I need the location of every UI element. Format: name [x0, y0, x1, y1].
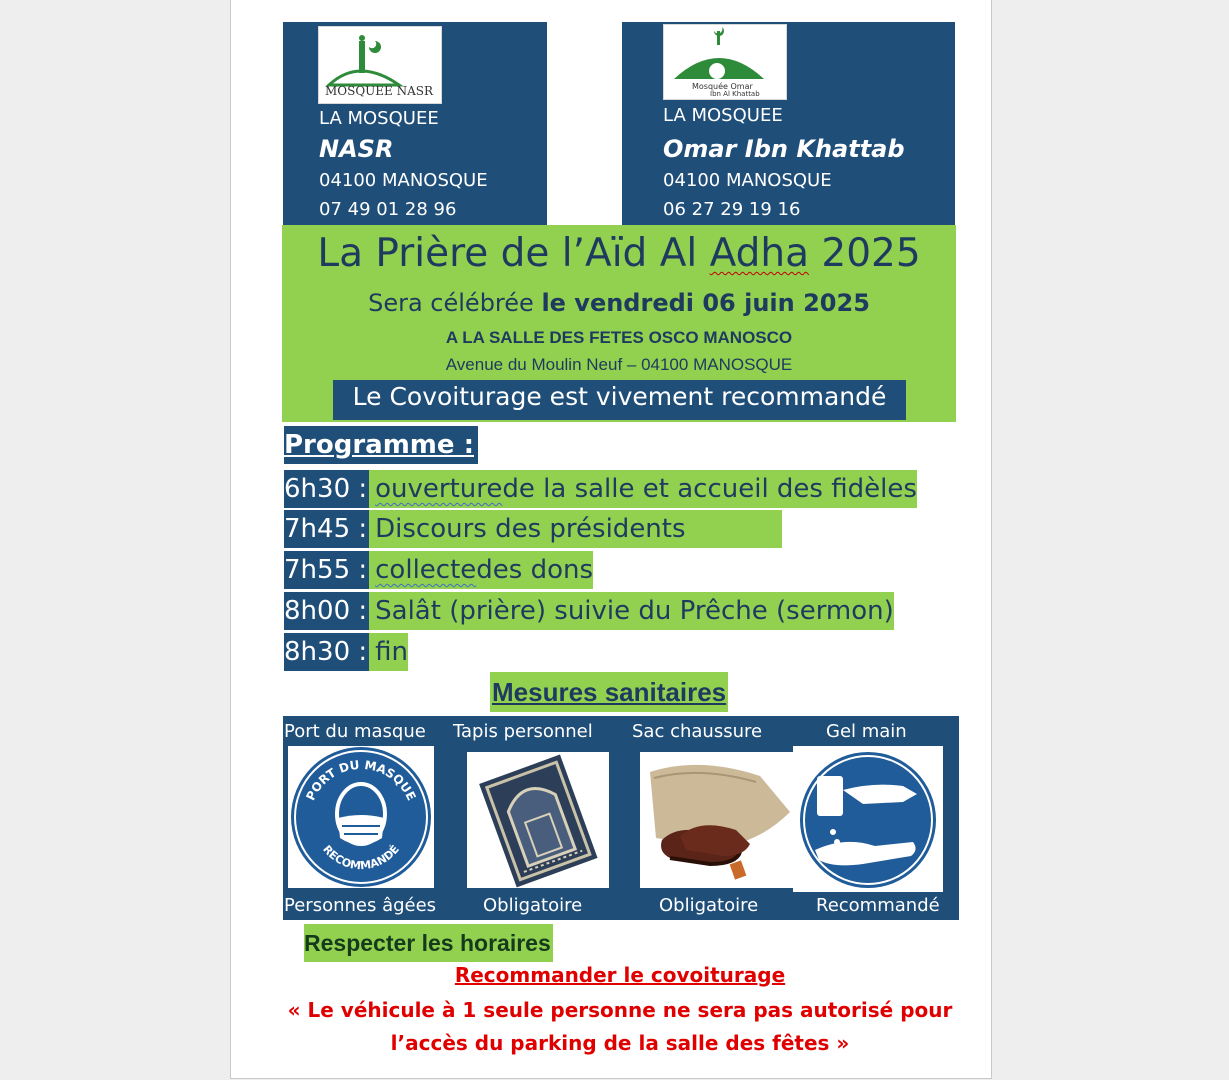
mosque-omar-logo-text-2: Ibn Al Khattab [710, 90, 760, 98]
mosque-omar-phone: 06 27 29 19 16 [663, 199, 801, 220]
mesure-sub-masque: Personnes âgées [284, 895, 437, 916]
programme-text [369, 592, 894, 630]
event-venue: A LA SALLE DES FETES OSCO MANOSCO [445, 328, 793, 347]
event-date-prefix: Sera célébrée [368, 289, 542, 317]
mosque-nasr-name: NASR [319, 135, 394, 163]
mosque-nasr-logo [318, 26, 442, 104]
programme-text-a: ouverture [375, 474, 503, 504]
event-address: Avenue du Moulin Neuf – 04100 MANOSQUE [445, 355, 793, 374]
mosque-omar-line1: LA MOSQUEE [663, 105, 783, 126]
programme-text-b: de la salle et accueil des fidèles [502, 474, 917, 504]
mask-sign-bottom: RECOMMANDÉ [320, 842, 402, 873]
mosque-nasr-phone: 07 49 01 28 96 [319, 199, 457, 220]
event-date [282, 289, 956, 317]
programme-text-a: collecte [375, 555, 477, 585]
programme-item [284, 551, 593, 589]
programme-time: 7h55 : [284, 551, 369, 589]
programme-item [284, 510, 782, 548]
event-title-part2: Adha [709, 231, 809, 276]
mesure-sub-sac: Obligatoire [659, 895, 759, 916]
shoe-bag-icon [640, 752, 794, 888]
mosque-omar-city: 04100 MANOSQUE [663, 170, 832, 191]
mosque-nasr-line1: LA MOSQUEE [319, 108, 439, 129]
prayer-rug-image [467, 752, 609, 888]
event-title-part3: 2025 [808, 231, 921, 276]
mask-sign-image [288, 746, 434, 888]
programme-heading: Programme : [284, 426, 478, 464]
programme-item [284, 633, 408, 671]
mosque-nasr-city: 04100 MANOSQUE [319, 170, 488, 191]
recommend-carpool: Recommander le covoiturage [454, 963, 786, 987]
programme-item [284, 470, 917, 508]
prayer-rug-icon [467, 752, 609, 888]
mosque-nasr-logo-text: MOSQUEE NASR [325, 84, 434, 98]
programme-text [369, 470, 917, 508]
mesure-sub-tapis: Obligatoire [483, 895, 583, 916]
programme-time: 7h45 : [284, 510, 369, 548]
mosque-omar-logo-text-1: Mosquée Omar [692, 82, 753, 91]
mosque-omar-logo-icon [664, 25, 786, 99]
programme-text-b: Discours des présidents [375, 514, 686, 544]
mesure-label-gel: Gel main [826, 721, 907, 742]
programme-text [369, 633, 408, 671]
programme-text-b: fin [375, 637, 408, 667]
programme-text-b: des dons [476, 555, 594, 585]
hand-gel-image [793, 746, 943, 892]
programme-item [284, 592, 894, 630]
mesure-sub-gel: Recommandé [816, 895, 940, 916]
mesure-label-tapis: Tapis personnel [453, 721, 593, 742]
event-title-part1: La Prière de l’Aïd Al [317, 231, 710, 276]
mesure-label-masque: Port du masque [284, 721, 426, 742]
mosque-nasr-logo-icon [319, 27, 441, 103]
warning-line-2: l’accès du parking de la salle des fêtes » [390, 1031, 850, 1055]
hand-gel-icon [793, 746, 943, 892]
carpool-text: Le Covoiturage est vivement recommandé [352, 382, 887, 411]
programme-time: 6h30 : [284, 470, 369, 508]
shoe-bag-image [640, 752, 794, 888]
programme-time: 8h00 : [284, 592, 369, 630]
programme-time: 8h30 : [284, 633, 369, 671]
mesure-label-sac: Sac chaussure [632, 721, 763, 742]
programme-text-b: Salât (prière) suivie du Prêche (sermon) [375, 596, 894, 626]
programme-text [369, 510, 781, 548]
event-date-bold: le vendredi 06 juin 2025 [541, 289, 870, 317]
mask-sign-top: PORT DU MASQUE [303, 757, 419, 803]
event-title [282, 231, 956, 276]
mask-sign-icon [288, 746, 434, 888]
mosque-omar-name: Omar Ibn Khattab [663, 135, 905, 163]
respect-horaires: Respecter les horaires [304, 924, 553, 962]
programme-text [369, 551, 593, 589]
mosque-omar-logo [663, 24, 787, 100]
mesures-heading: Mesures sanitaires [490, 672, 728, 712]
warning-line-1: « Le véhicule à 1 seule personne ne sera pas autorisé pour [287, 998, 953, 1022]
